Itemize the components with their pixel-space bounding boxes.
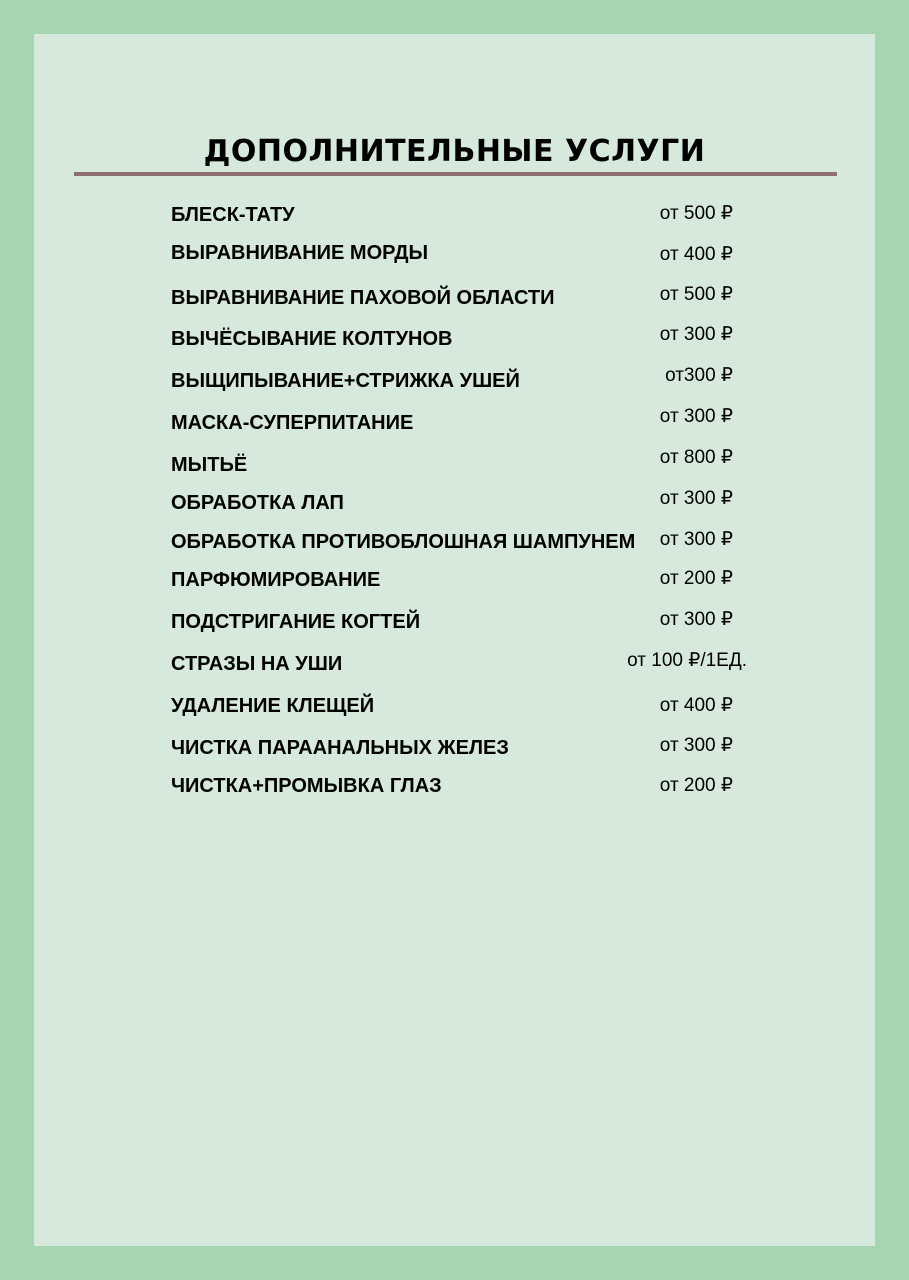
service-row <box>34 651 875 681</box>
service-price: от 500 ₽ <box>659 284 733 305</box>
service-row <box>34 365 875 398</box>
service-row <box>34 202 875 232</box>
service-price: от 400 ₽ <box>659 244 733 265</box>
service-price: от 300 ₽ <box>659 735 733 756</box>
service-price: от 100 ₽/1ЕД. <box>627 650 747 671</box>
service-row <box>34 285 875 315</box>
service-name: ВЫЧЁСЫВАНИЕ КОЛТУНОВ <box>171 328 453 350</box>
service-row <box>34 447 875 482</box>
service-row <box>34 693 875 723</box>
service-name: ПАРФЮМИРОВАНИЕ <box>171 569 381 591</box>
service-price: от 300 ₽ <box>659 529 733 550</box>
service-name: БЛЕСК-ТАТУ <box>171 204 295 226</box>
service-price: от 200 ₽ <box>659 775 733 796</box>
service-price: от 500 ₽ <box>659 203 733 224</box>
service-name: УДАЛЕНИЕ КЛЕЩЕЙ <box>171 695 375 717</box>
service-row <box>34 326 875 356</box>
service-name: МАСКА-СУПЕРПИТАНИЕ <box>171 412 414 434</box>
service-row <box>34 529 875 559</box>
service-row <box>34 406 875 440</box>
service-row <box>34 609 875 639</box>
service-row <box>34 773 875 803</box>
service-row <box>34 567 875 597</box>
service-price: от 400 ₽ <box>659 695 733 716</box>
service-name: ЧИСТКА+ПРОМЫВКА ГЛАЗ <box>171 775 442 797</box>
service-price: от 300 ₽ <box>659 406 733 427</box>
service-name: ВЫЩИПЫВАНИЕ+СТРИЖКА УШЕЙ <box>171 370 520 392</box>
service-name: ВЫРАВНИВАНИЕ ПАХОВОЙ ОБЛАСТИ <box>171 287 555 309</box>
service-name: ВЫРАВНИВАНИЕ МОРДЫ <box>171 242 429 264</box>
service-price: от 200 ₽ <box>659 568 733 589</box>
service-price: от300 ₽ <box>665 365 733 386</box>
service-name: ОБРАБОТКА ЛАП <box>171 492 344 514</box>
service-row <box>34 735 875 765</box>
service-row <box>34 240 875 270</box>
service-row <box>34 490 875 520</box>
service-name: ПОДСТРИГАНИЕ КОГТЕЙ <box>171 611 421 633</box>
service-price: от 300 ₽ <box>659 488 733 509</box>
service-name: ОБРАБОТКА ПРОТИВОБЛОШНАЯ ШАМПУНЕМ <box>171 531 636 553</box>
service-price: от 300 ₽ <box>659 324 733 345</box>
price-sheet <box>34 34 875 1246</box>
service-price: от 300 ₽ <box>659 609 733 630</box>
service-name: МЫТЬЁ <box>171 454 248 476</box>
services-list <box>34 34 875 1246</box>
service-name: СТРАЗЫ НА УШИ <box>171 653 343 675</box>
service-price: от 800 ₽ <box>659 447 733 468</box>
service-name: ЧИСТКА ПАРААНАЛЬНЫХ ЖЕЛЕЗ <box>171 737 509 759</box>
page-title: ДОПОЛНИТЕЛЬНЫЕ УСЛУГИ <box>203 134 706 169</box>
